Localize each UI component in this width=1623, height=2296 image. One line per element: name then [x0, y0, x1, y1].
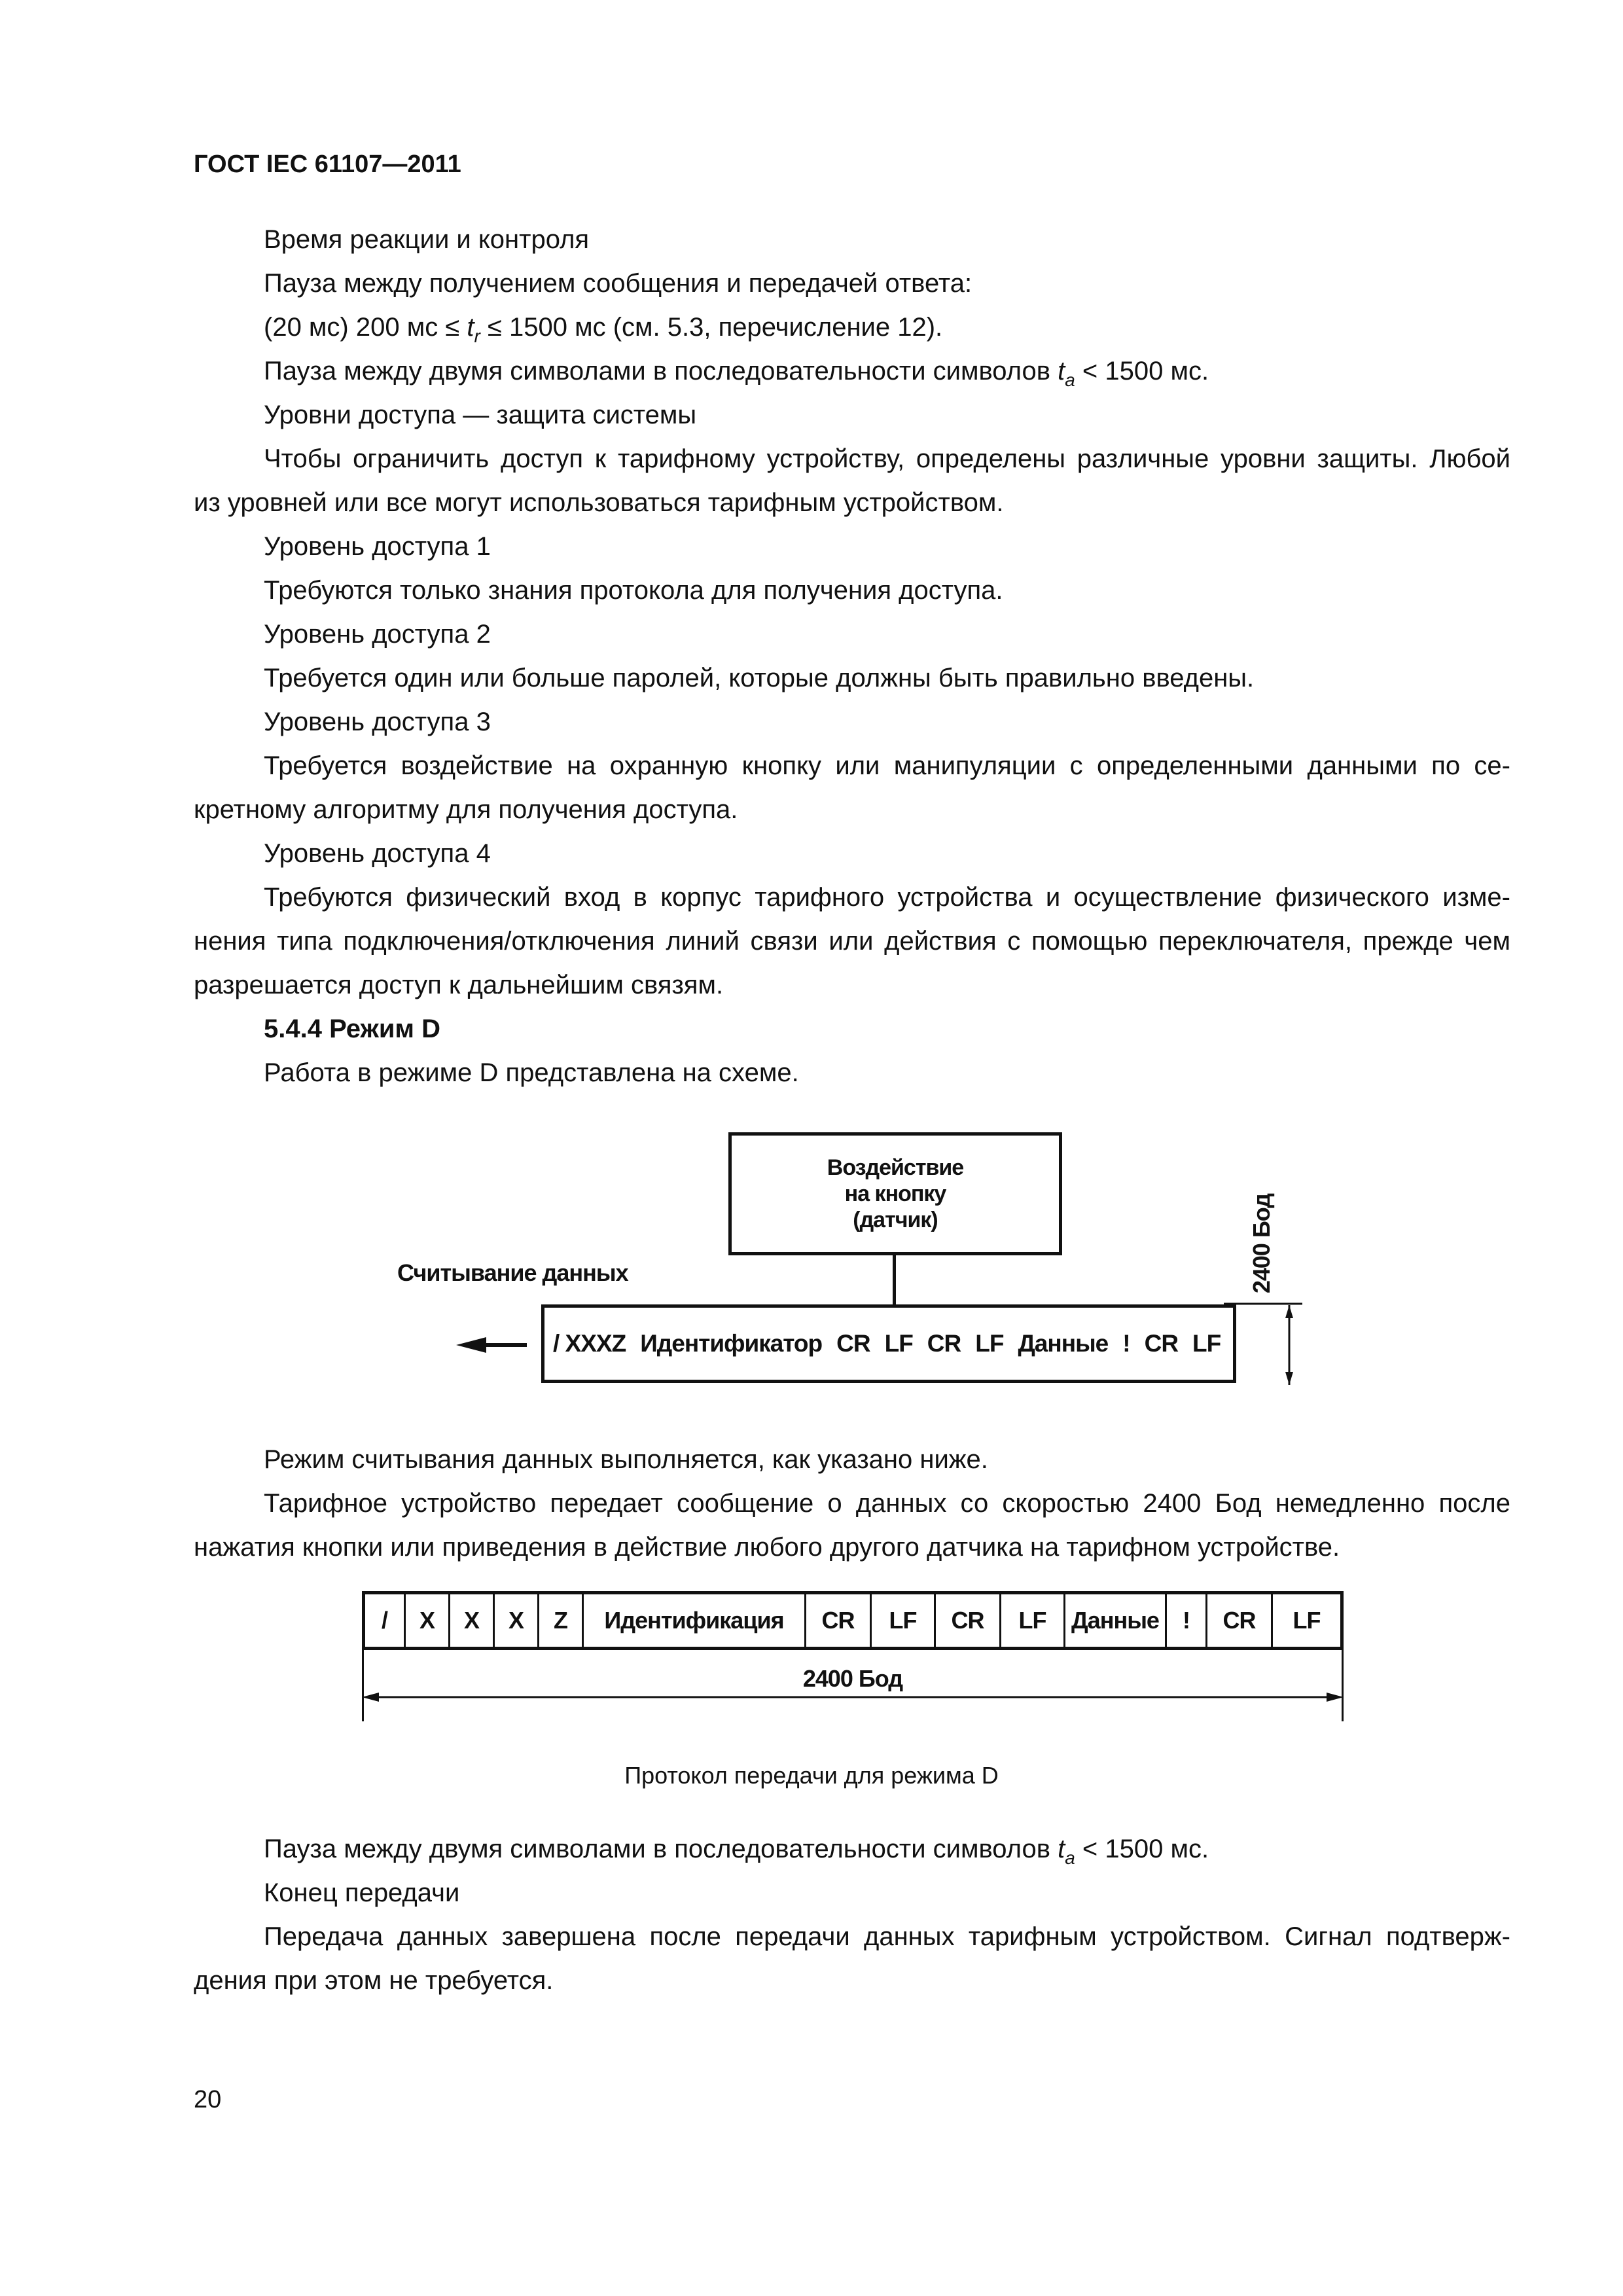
section-heading: 5.4.4 Режим D	[264, 1014, 441, 1043]
baud-vertical-label: 2400 Бод	[1248, 1193, 1275, 1294]
text: Пауза между двумя символами в последовательности символов	[264, 357, 1058, 386]
box-line: Воздействие	[827, 1155, 964, 1180]
paragraph: Время реакции и контроля	[264, 225, 590, 254]
paragraph: Пауза между получением сообщения и передачей ответа:	[264, 269, 972, 298]
seq-item: LF	[884, 1330, 913, 1357]
paragraph: Уровень доступа 1	[264, 532, 491, 561]
left-arrow-icon	[456, 1332, 528, 1358]
paragraph-line: Передача данных завершена после передачи данных тарифным устройством. Сигнал подтверж-	[264, 1922, 1510, 1951]
paragraph	[194, 306, 1510, 350]
protocol-cell: CR	[936, 1594, 1001, 1647]
paragraph-line: Чтобы ограничить доступ к тарифному устройству, определены различные уровни защиты. Любой	[264, 444, 1510, 473]
protocol-cell: !	[1167, 1594, 1207, 1647]
baud-label: 2400 Бод	[802, 1665, 903, 1692]
seq-item: CR	[836, 1330, 870, 1357]
paragraph-line: нения типа подключения/отключения линий связи или действия с помощью переключателя, прежде чем	[194, 927, 1510, 956]
seq-item: LF	[1192, 1330, 1221, 1357]
text: Пауза между двумя символами в последовательности символов	[264, 1835, 1058, 1863]
seq-item: !	[1122, 1330, 1130, 1357]
text-block-middle	[194, 1438, 1510, 1570]
protocol-cell: CR	[806, 1594, 872, 1647]
protocol-cell: X	[450, 1594, 495, 1647]
paragraph-line: разрешается доступ к дальнейшим связям.	[194, 971, 724, 999]
text-block-top	[194, 218, 1510, 1095]
seq-item: / XXXZ	[553, 1330, 626, 1357]
paragraph-line: Требуются физический вход в корпус тарифного устройства и осуществление физического изме-	[264, 883, 1510, 912]
protocol-cell: Z	[539, 1594, 584, 1647]
paragraph-line: Тарифное устройство передает сообщение о данных со скоростью 2400 Бод немедленно после	[264, 1489, 1510, 1518]
symbol-t: t	[1058, 357, 1065, 386]
paragraph-line: дения при этом не требуется.	[194, 1966, 554, 1995]
page-number: 20	[194, 2086, 222, 2113]
seq-item: LF	[975, 1330, 1004, 1357]
text: < 1500 мс.	[1075, 357, 1209, 386]
paragraph: Режим считывания данных выполняется, как указано ниже.	[264, 1445, 988, 1474]
button-sensor-box	[728, 1132, 1062, 1255]
paragraph: Работа в режиме D представлена на схеме.	[264, 1058, 799, 1087]
text: (20 мс) 200 мс ≤	[264, 313, 467, 342]
paragraph	[194, 1827, 1510, 1871]
protocol-cell: /	[365, 1594, 406, 1647]
subscript: a	[1065, 1848, 1075, 1868]
subscript: a	[1065, 370, 1075, 390]
symbol-t: t	[1058, 1835, 1065, 1863]
protocol-cell: Данные	[1065, 1594, 1167, 1647]
symbol-t: t	[467, 313, 474, 342]
paragraph-line: кретному алгоритму для получения доступа.	[194, 795, 738, 824]
seq-item: CR	[1144, 1330, 1179, 1357]
box-line: (датчик)	[853, 1208, 938, 1232]
text: ≤ 1500 мс (см. 5.3, перечисление 12).	[480, 313, 943, 342]
connector-line	[893, 1254, 896, 1306]
document-header: ГОСТ IEC 61107—2011	[194, 151, 461, 178]
protocol-cell: Идентификация	[584, 1594, 806, 1647]
text-block-bottom	[194, 1827, 1510, 2003]
message-sequence	[553, 1304, 1221, 1383]
paragraph	[194, 350, 1510, 393]
protocol-cell: CR	[1207, 1594, 1273, 1647]
paragraph: Уровень доступа 3	[264, 708, 491, 736]
paragraph-line: Требуется воздействие на охранную кнопку или манипуляции с определенными данными по се-	[264, 751, 1510, 780]
paragraph-line: из уровней или все могут использоваться тарифным устройством.	[194, 488, 1004, 517]
baud-vertical-label-wrap	[1249, 1188, 1275, 1299]
box-line: на кнопку	[844, 1181, 946, 1206]
protocol-cell: X	[495, 1594, 539, 1647]
seq-item: CR	[927, 1330, 961, 1357]
protocol-cell: LF	[872, 1594, 936, 1647]
text: < 1500 мс.	[1075, 1835, 1209, 1863]
protocol-table	[362, 1591, 1344, 1650]
paragraph: Требуются только знания протокола для получения доступа.	[264, 576, 1003, 605]
read-data-label: Считывание данных	[397, 1259, 628, 1286]
seq-item: Данные	[1018, 1330, 1109, 1357]
protocol-cell: X	[406, 1594, 450, 1647]
protocol-cell: LF	[1001, 1594, 1065, 1647]
dimension-marker	[1224, 1302, 1309, 1388]
figure-caption: Протокол передачи для режима D	[624, 1762, 999, 1789]
seq-item: Идентификатор	[640, 1330, 823, 1357]
paragraph: Требуется один или больше паролей, которые должны быть правильно введены.	[264, 664, 1255, 692]
paragraph: Уровень доступа 4	[264, 839, 491, 868]
paragraph: Уровень доступа 2	[264, 620, 491, 649]
protocol-cell: LF	[1293, 1607, 1321, 1634]
paragraph-line: нажатия кнопки или приведения в действие любого другого датчика на тарифном устройстве.	[194, 1533, 1340, 1562]
subscript: r	[474, 326, 480, 346]
paragraph: Конец передачи	[264, 1878, 460, 1907]
paragraph: Уровни доступа — защита системы	[264, 401, 697, 429]
